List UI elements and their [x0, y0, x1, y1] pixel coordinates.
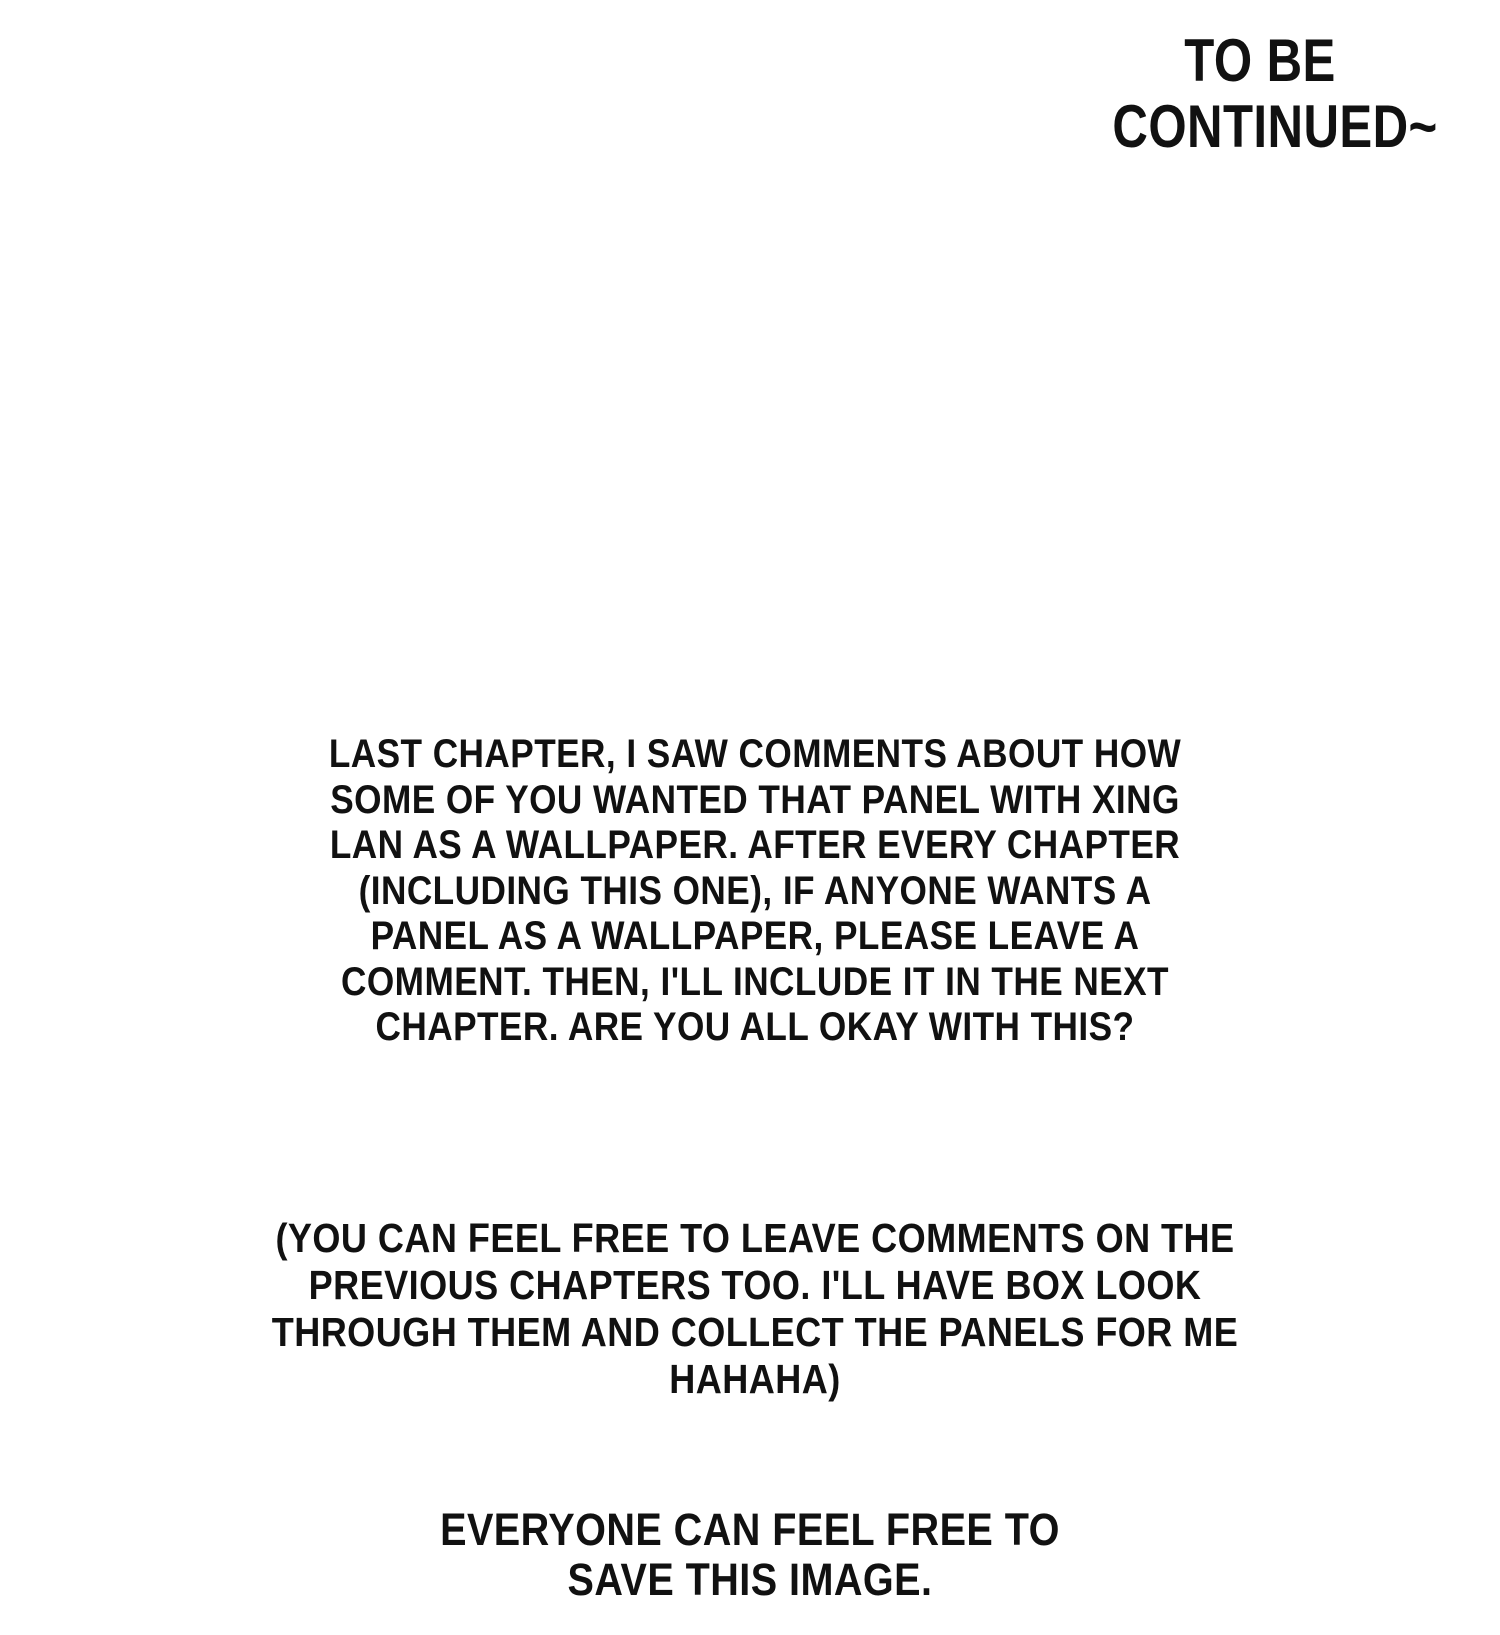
heading-line-1: TO BE [1184, 27, 1336, 94]
to-be-continued-heading [1080, 28, 1440, 160]
author-note-line: (INCLUDING THIS ONE), IF ANYONE WANTS A [358, 868, 1152, 913]
save-note-line: SAVE THIS IMAGE. [567, 1554, 933, 1605]
save-note-line: EVERYONE CAN FEEL FREE TO [440, 1504, 1060, 1555]
author-note-line: PANEL AS A WALLPAPER, PLEASE LEAVE A [370, 914, 1140, 958]
author-note-line: CHAPTER. ARE YOU ALL OKAY WITH THIS? [375, 1005, 1135, 1049]
author-note [230, 732, 1280, 1051]
author-note-line: COMMENT. THEN, I'LL INCLUDE IT IN THE NEXT [341, 959, 1169, 1004]
author-note-line: LAN AS A WALLPAPER. AFTER EVERY CHAPTER [329, 823, 1181, 867]
save-image-note [380, 1505, 1120, 1605]
author-note-line: LAST CHAPTER, I SAW COMMENTS ABOUT HOW [328, 732, 1182, 776]
heading-line-2: CONTINUED~ [1112, 93, 1438, 160]
author-note-line: SOME OF YOU WANTED THAT PANEL WITH XING [330, 777, 1180, 822]
parenthetical-note-line: (YOU CAN FEEL FREE TO LEAVE COMMENTS ON THE [275, 1215, 1235, 1261]
parenthetical-note-line: HAHAHA) [669, 1356, 841, 1402]
parenthetical-note-line: THROUGH THEM AND COLLECT THE PANELS FOR ME [271, 1309, 1239, 1355]
parenthetical-note [180, 1215, 1330, 1403]
parenthetical-note-line: PREVIOUS CHAPTERS TOO. I'LL HAVE BOX LOOK [308, 1262, 1202, 1308]
